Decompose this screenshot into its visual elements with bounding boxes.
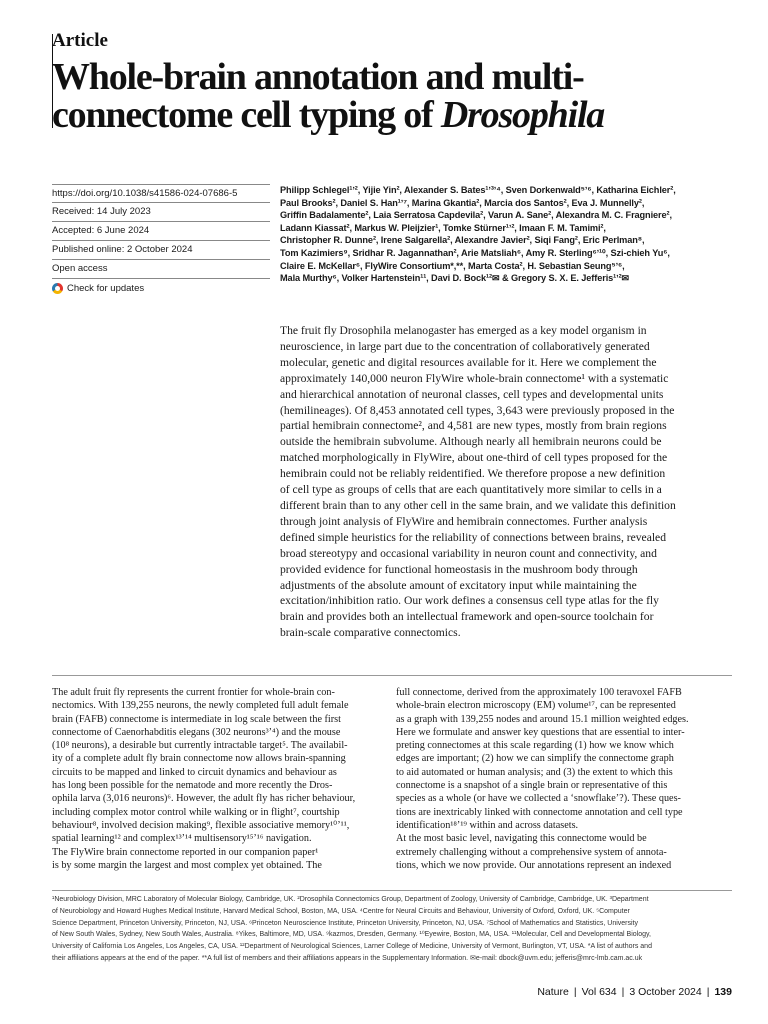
footer-separator: | [706,986,710,998]
body-line: (10⁸ neurons), a desirable but currently intractable target⁵. The availabil- [52,740,348,752]
author-line: Philipp Schlegel¹ʼ², Yijie Yin², Alexander S. Bates¹ʼ³ʼ⁴, Sven Dorkenwald⁵ʼ⁶, Katharina Eichler², [280,185,676,195]
abstract [280,323,730,641]
body-line: full connectome, derived from the approximately 100 teravoxel FAFB [396,687,682,698]
abstract-line: neuroscience, in large part due to the concentration of collaboratively generated [280,339,650,353]
abstract-line: molecular, genetic and digital resources available for it. Here we complement the [280,355,657,369]
body-line: identification¹⁸ʼ¹⁹ within and across datasets. [396,819,579,831]
body-line: The FlyWire brain connectome reported in our companion paper¹ [52,846,319,858]
author-list [280,184,730,285]
body-line: The adult fruit fly represents the current frontier for whole-brain con- [52,687,335,698]
crossmark-icon [52,283,63,294]
body-line: whole-brain electron microscopy (EM) volume¹⁷, can be represented [396,700,676,712]
affiliation-footnotes [52,894,732,965]
abstract-line: (hemilineages). Of 8,453 annotated cell types, 3,643 were previously proposed in the [280,403,675,417]
title-line-2 [52,96,732,134]
author-line: Christopher R. Dunne², Irene Salgarella², Alexandre Javier², Siqi Fang², Eric Perlman⁸, [280,235,645,246]
body-line: has long been possible for the nematode and more recently the Dros- [52,780,333,792]
footnote-line: of New South Wales, Sydney, New South Wales, Australia. ⁸Yikes, Baltimore, MD, USA. ⁹kazmos, Dresden, Germany. ¹⁰Eyewire, Boston, MA, USA. ¹¹Molecular, Cell and Developmental Biology, [52,931,651,939]
body-line: Here we formulate and answer key questions that are essential to inter- [396,726,685,738]
body-line: At the most basic level, navigating this connectome would be [396,833,647,845]
body-line: ophila larva (3,016 neurons)⁶. However, the adult fly has richer behaviour, [52,793,356,805]
body-line: preting connectomes at this scale regarding (1) how we know which [396,740,674,752]
abstract-line: different brain than to any other cell in the same brain, and we validate this definition [280,498,676,512]
abstract-line: The fruit fly Drosophila melanogaster has emerged as a key model organism in [280,324,647,337]
body-column-left [52,686,384,872]
page-footer [537,986,732,998]
footnote-line: of Neurobiology and Howard Hughes Medical Institute, Harvard Medical School, Boston, MA, USA. ⁴Centre for Neural Circuits and Behaviour, University of Oxford, Oxford, UK. ⁵Computer [52,907,630,915]
abstract-line: defined simple heuristics for the reliability of connections between brains, revealed [280,530,667,544]
abstract-line: hemibrain could not be reliably reidentified. We therefore propose a new definition [280,467,666,481]
footer-separator: | [573,986,577,998]
body-line: is by some margin the largest and most complex yet obtained. The [52,859,322,871]
abstract-line: brain-scale comparative connectomics. [280,626,461,640]
author-line: Tom Kazimiers⁹, Sridhar R. Jagannathan², Arie Matsliah⁶, Amy R. Sterling⁶ʼ¹⁰, Szi-chieh Yu⁶, [280,247,670,258]
author-line: Paul Brooks², Daniel S. Han¹ʼ⁷, Marina Gkantia², Marcia dos Santos², Eva J. Munnelly², [280,197,645,208]
section-label: Article [52,30,108,51]
author-line: Claire E. McKellar⁶, FlyWire Consortium*,**, Marta Costa², H. Sebastian Seung⁵ʼ⁶, [280,260,625,271]
body-line: including complex motor control while walking or in flight⁷, courtship [52,806,340,818]
accepted-date: Accepted: 6 June 2024 [52,222,270,241]
body-column-right [396,686,728,872]
body-line: as a graph with 139,255 nodes and around 15.1 million weighted edges. [396,713,689,725]
footnote-line: ¹Neurobiology Division, MRC Laboratory of Molecular Biology, Cambridge, UK. ²Drosophila Connectomics Group, Department of Zoology, University of Cambridge, Cambridge, UK. ³Department [52,896,649,903]
article-title [52,58,732,134]
doi-link[interactable]: https://doi.org/10.1038/s41586-024-07686-5 [52,184,270,203]
abstract-line: excitation/inhibition ratio. Our work defines a consensus cell type atlas for the fly [280,594,659,608]
author-line: Ladann Kiassat², Markus W. Pleijzier¹, Tomke Stürner¹ʼ², Imaan F. M. Tamimi², [280,222,606,233]
footer-separator: | [621,986,625,998]
body-line: nectomics. With 139,255 neurons, the newly completed full adult female [52,700,349,712]
abstract-line: approximately 140,000 neuron FlyWire whole-brain connectome¹ with a systematic [280,371,669,385]
body-line: behaviour⁸, involved decision making⁹, flexible associative memory¹⁰ʼ¹¹, [52,819,350,831]
open-access-label: Open access [52,260,270,279]
body-line: spatial learning¹² and complex¹³ʼ¹⁴ multisensory¹⁵ʼ¹⁶ navigation. [52,833,312,845]
body-line: ity of a complete adult fly brain connectome now allows brain-spanning [52,753,346,765]
footnote-divider [52,890,732,891]
title-species: Drosophila [440,94,605,136]
abstract-line: matched morphologically in FlyWire, about one-third of cell types proposed for the [280,451,668,465]
footnote-line: their affiliations appears at the end of the paper. **A full list of members and their affiliations appears in the Supplementary Information. ✉e-mail: dbock@uvm.edu; jefferis@mrc-lmb.cam.ac.uk [52,954,643,962]
body-line: species as a whole (or have we collected a ‘snowflake’?). These ques- [396,793,681,805]
author-line: Griffin Badalamente², Laia Serratosa Capdevila², Varun A. Sane², Alexandra M. C. Fragniere², [280,210,672,221]
article-metadata [52,184,270,298]
check-for-updates-label[interactable]: Check for updates [67,282,145,294]
abstract-line: provided evidence for functional homeostasis in the mushroom body through [280,562,638,576]
journal-name: Nature [537,986,569,998]
footnote-line: University of California Los Angeles, Los Angeles, CA, USA. ¹²Department of Neurological Sciences, Larner College of Medicine, University of Vermont, Burlington, VT, USA. *A list of authors and [52,943,652,951]
abstract-line: adjustments of the absolute amount of excitatory input while maintaining the [280,578,637,592]
body-line: edges are important; (2) how we can simplify the connectome graph [396,753,674,765]
body-line: circuits to be mapped and linked to circuit dynamics and behaviour as [52,766,337,778]
journal-volume: Vol 634 [581,986,617,998]
body-line: brain (FAFB) connectome is intermediate in log scale between the first [52,713,341,725]
abstract-line: of cell type as groups of cells that are each quantitatively more similar to cells in a [280,483,662,497]
author-line: Mala Murthy⁶, Volker Hartenstein¹¹, Davi D. Bock¹²✉ & Gregory S. X. E. Jefferis¹ʼ²✉ [280,273,630,284]
issue-date: 3 October 2024 [629,986,702,998]
abstract-line: and hierarchical annotation of neuronal classes, cell types and developmental units [280,387,664,401]
body-line: tions, which we now provide. Our annotations represent an indexed [396,859,672,871]
abstract-line: partial hemibrain connectome², and 4,581 are new types, mostly from brain regions [280,419,667,433]
abstract-line: through joint analysis of FlyWire and hemibrain connectomes. Further analysis [280,514,648,528]
check-for-updates-link[interactable] [52,279,270,298]
body-line: tions are inextricably linked with connectome annotation and cell type [396,806,683,818]
body-line: to aid automated or human analysis; and (3) the extent to which this [396,766,673,778]
abstract-line: outside the hemibrain subvolume. Although nearly all hemibrain neurons could be [280,435,662,449]
page-number: 139 [714,986,732,998]
body-line: extremely challenging without a comprehensive system of annota- [396,846,667,858]
title-line-2-text: connectome cell typing of [52,94,441,136]
published-date: Published online: 2 October 2024 [52,241,270,260]
body-line: connectome of Caenorhabditis elegans (302 neurons³ʼ⁴) and the mouse [52,726,341,738]
body-line: connectome is a snapshot of a single brain or representative of this [396,780,668,792]
abstract-divider [52,675,732,676]
abstract-line: broad stereotypy and occasional variability in neuron count and connectivity, and [280,546,657,560]
title-line-1: Whole-brain annotation and multi- [52,56,584,98]
abstract-line: brain and provides both an intellectual framework and open-source toolchain for [280,610,654,624]
received-date: Received: 14 July 2023 [52,203,270,222]
footnote-line: Science Department, Princeton University, Princeton, NJ, USA. ⁶Princeton Neuroscience Institute, Princeton University, Princeton, NJ, USA. ⁷School of Mathematics and Statistics, University [52,919,639,927]
